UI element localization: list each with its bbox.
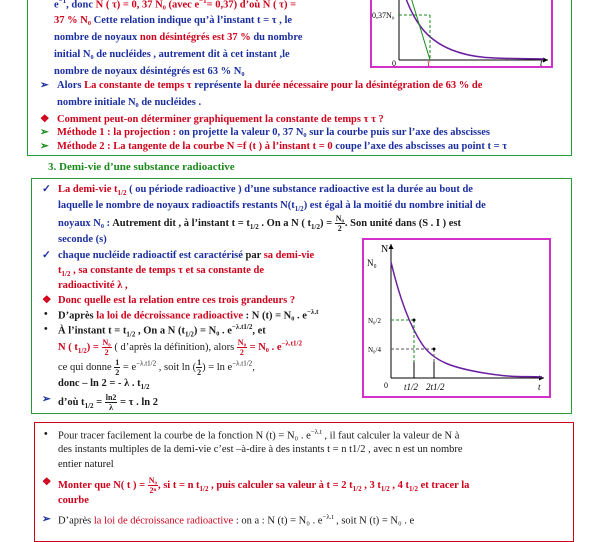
t-half-label: t1/2 bbox=[404, 382, 419, 392]
line-1: $e^{-1}$, donc N ( τ) = 0, 37 N₀ (avec $e^{-1}= 0,37$) d’où N ( τ) = bbox=[54, 0, 297, 11]
arrow-bullet-icon: ➢ bbox=[42, 394, 51, 405]
fraction-1-over-2: $\frac{1}{2}$ bbox=[115, 358, 120, 377]
fraction-n0-over-2n: $\frac{\text{N₀}}{\text{2ⁿ}}$ bbox=[148, 476, 157, 495]
method-2: Méthode 2 : La tangente de la courbe N =f (t ) à l’instant t = 0 coupe l’axe des abscisses au point t = τ bbox=[57, 141, 508, 152]
gives-equation: ce qui donne $\frac{1}{2}$ = $e^{-\lambda.t1/2}$ , soit ln ( $\frac{1}{2}$ ) = $\ln e^{-\lambda.t1/2}$, bbox=[58, 358, 255, 377]
tau-graph-svg bbox=[372, 0, 551, 66]
line-5: nombre de noyaux désintégrés est 63 % N₀ bbox=[54, 66, 245, 77]
trace-instruction-2: des instants multiples de la demi-vie c’est –à-dire à des instants t = n t1/2 , avec n est un nombre bbox=[58, 444, 463, 455]
line-4: initial N₀ de nucléides , autrement dit à cet instant ,le bbox=[54, 49, 290, 60]
n-axis-label: N bbox=[381, 244, 389, 255]
arrow-bullet-icon: ➢ bbox=[40, 141, 49, 152]
tau-definition-cont: nombre initiale N₀ de nucléides . bbox=[57, 97, 202, 108]
trace-instruction-1: Pour tracer facilement la courbe de la fonction N (t) = N₀ . $e^{-\lambda.t}$ , il faut calculer la valeur de N à bbox=[58, 428, 460, 442]
section-title: 3. Demi-vie d’une substance radioactive bbox=[48, 161, 235, 173]
n0-quarter-label: N₀/4 bbox=[368, 346, 381, 354]
halflife-def-2: laquelle le nombre de noyaux radioactifs restants $N(t_{1/2})$ est égal à la moitié du nombre initial de bbox=[58, 200, 486, 214]
two-t-half-label: 2t1/2 bbox=[426, 382, 445, 392]
diamond-bullet-icon: ❖ bbox=[42, 295, 52, 306]
nuclide-char-3: radioactivité λ , bbox=[58, 280, 128, 291]
tau-definition: Alors La constante de temps τ représente la durée nécessaire pour la désintégration de 63 % de bbox=[57, 80, 483, 91]
diamond-bullet-icon: ❖ bbox=[40, 114, 50, 125]
diamond-bullet-icon: ❖ bbox=[42, 477, 52, 488]
bullet-dot-icon: • bbox=[44, 429, 48, 440]
method-1: Méthode 1 : la projection : on projette la valeur 0, 37 N₀ sur la courbe puis sur l’axe des abscisses bbox=[57, 127, 490, 138]
fraction-ln2-over-lambda: $\frac{\ln 2}{\lambda}$ bbox=[105, 393, 117, 412]
fraction-1-over-2: $\frac{1}{2}$ bbox=[197, 358, 202, 377]
check-bullet-icon: ✓ bbox=[42, 250, 51, 261]
y-label-037: 0,37N₀ bbox=[372, 11, 395, 20]
check-bullet-icon: ✓ bbox=[42, 184, 51, 195]
exercise-show-cont: courbe bbox=[58, 495, 89, 506]
t-axis-label: t bbox=[538, 382, 541, 392]
question-relation: Donc quelle est la relation entre ces trois grandeurs ? bbox=[58, 295, 296, 306]
fraction-n0-over-2: $\frac{\text{N₀}}{2}$ bbox=[335, 214, 344, 233]
at-halflife: À l’instant $t = t_{1/2}$ , On a N $(t_{1/2}) = N_0$ . $e^{-\lambda.t1/2}$, et bbox=[58, 323, 266, 339]
line-3: nombre de noyaux non désintégrés est 37 % du nombre bbox=[54, 32, 303, 43]
halflife-graph-svg bbox=[364, 240, 549, 396]
halflife-def-3: noyaux N₀ : Autrement dit , à l’instant $t = t_{1/2}$ . On a N ( $t_{1/2}$) = $\frac{\text{N₀}}{2}$ . Son unité dans (S . I ) est bbox=[58, 214, 462, 233]
definition-combine: N ( $t_{1/2}$) = $\frac{\text{N₀}}{2}$ ( d’après la définition), alors $\frac{\text{N₀}}{2}$ = N₀ . $e^{-\lambda.t1/2}$ bbox=[58, 338, 302, 357]
origin-label: 0 bbox=[384, 381, 388, 390]
ln2-step: donc – ln 2 = - λ . $t_{1/2}$ bbox=[58, 378, 150, 392]
halflife-result: d’où $t_{1/2}$ = $\frac{\ln 2}{\lambda}$ = τ . ln 2 bbox=[58, 393, 159, 412]
bullet-dot-icon: • bbox=[44, 324, 48, 335]
question-graphical-tau: Comment peut-on déterminer graphiquement la constante de temps τ τ ? bbox=[57, 114, 384, 125]
tau-graph bbox=[370, 0, 553, 68]
nuclide-char-2: $t_{1/2}$ , sa constante de temps τ et sa constante de bbox=[58, 265, 264, 279]
decay-law: D’après la loi de décroissance radioactive : N (t) = N₀ . $e^{-\lambda.t}$ bbox=[58, 308, 319, 322]
halflife-def-1: La demi-vie $t_{1/2}$ ( ou période radioactive ) d’une substance radioactive est la durée au bout de bbox=[58, 184, 473, 198]
arrow-bullet-icon: ➢ bbox=[40, 80, 49, 91]
decay-law-bottom: D’après la loi de décroissance radioactive : on a : N (t) = N₀ . $e^{-\lambda.t}$ , soit N (t) = N₀ . e bbox=[58, 513, 415, 527]
n0-half-label: N₀/2 bbox=[368, 317, 381, 325]
arrow-bullet-icon: ➢ bbox=[42, 514, 51, 525]
n0-label: N₀ bbox=[367, 258, 377, 268]
halflife-unit: seconde (s) bbox=[58, 234, 107, 245]
origin-label: 0 bbox=[392, 59, 396, 66]
exercise-show: Monter que N( t ) = $\frac{\text{N₀}}{\text{2ⁿ}}$ , si t = n $t_{1/2}$ , puis calculer sa valeur à t = 2 $t_{1/2}$ , 3 $t_{1/2}$ , 4 $t_{1/2}$ et tracer la bbox=[58, 476, 470, 495]
arrow-bullet-icon: ➢ bbox=[40, 127, 49, 138]
bullet-dot-icon: • bbox=[44, 309, 48, 320]
fraction-n0-over-2: $\frac{\text{N₀}}{2}$ bbox=[237, 338, 246, 357]
trace-instruction-3: entier naturel bbox=[58, 459, 114, 470]
nuclide-char-1: chaque nucléide radioactif est caractérisé par sa demi-vie bbox=[58, 250, 315, 261]
halflife-graph bbox=[362, 238, 551, 398]
line-2: 37 % N₀ Cette relation indique qu’à l’instant t = τ , le bbox=[54, 15, 293, 26]
t-axis-label: t bbox=[540, 58, 543, 66]
fraction-n0-over-2: $\frac{\text{N₀}}{2}$ bbox=[102, 338, 111, 357]
tau-label: τ bbox=[427, 58, 431, 66]
